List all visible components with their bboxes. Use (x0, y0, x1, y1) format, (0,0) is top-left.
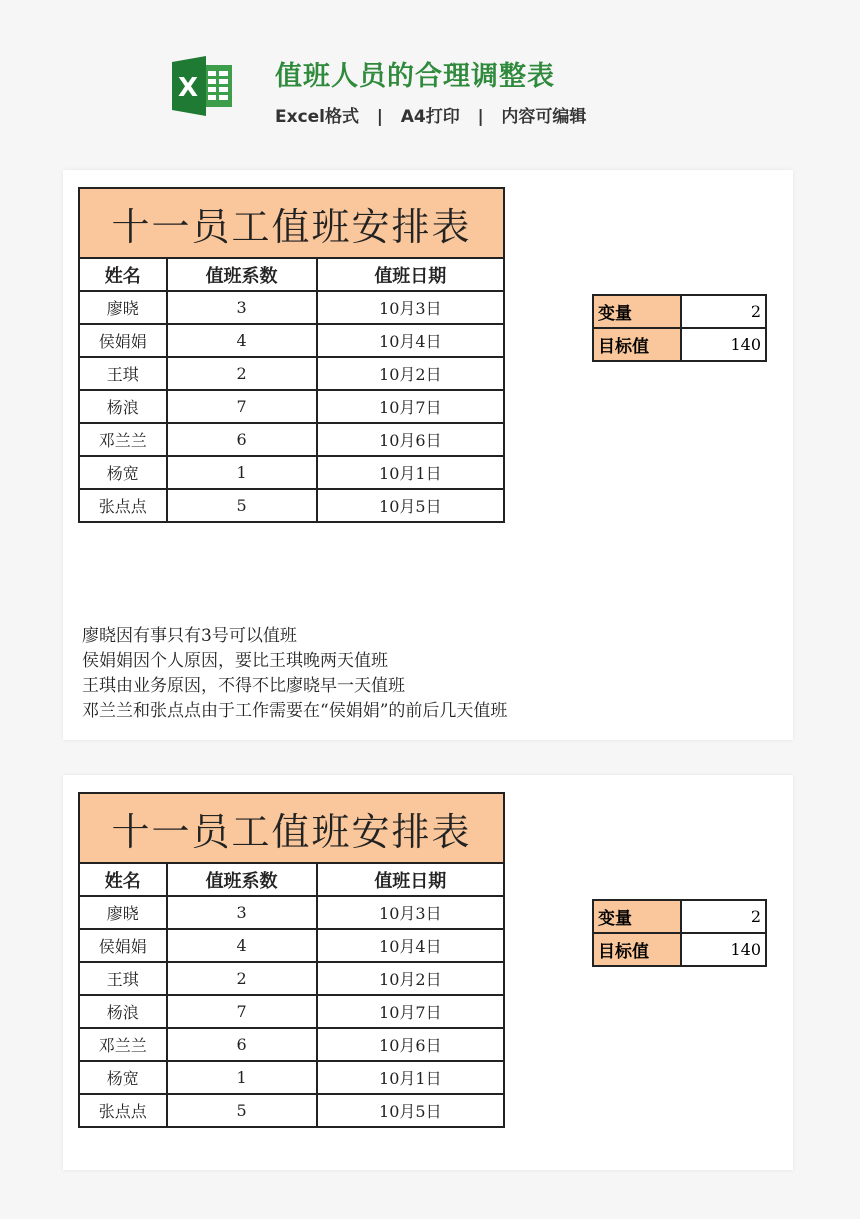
table-cell[interactable]: 3 (167, 291, 317, 324)
sheet-preview-2 (63, 775, 793, 1170)
table-cell[interactable]: 王琪 (79, 962, 167, 995)
notes (82, 624, 507, 724)
table-cell[interactable]: 7 (167, 995, 317, 1028)
excel-logo-icon (172, 56, 234, 116)
table-title: 十一员工值班安排表 (79, 188, 504, 258)
schedule-table (78, 792, 505, 1128)
column-header: 值班日期 (317, 258, 504, 291)
table-row (79, 324, 504, 357)
column-header: 姓名 (79, 863, 167, 896)
table-cell[interactable]: 张点点 (79, 1094, 167, 1127)
table-row (79, 1061, 504, 1094)
column-header: 姓名 (79, 258, 167, 291)
variable-label: 目标值 (593, 933, 681, 966)
table-cell[interactable]: 王琪 (79, 357, 167, 390)
table-row (79, 995, 504, 1028)
column-header: 值班系数 (167, 258, 317, 291)
table-cell[interactable]: 10月7日 (317, 995, 504, 1028)
table-cell[interactable]: 10月3日 (317, 291, 504, 324)
table-cell[interactable]: 4 (167, 324, 317, 357)
table-cell[interactable]: 2 (167, 357, 317, 390)
variable-value[interactable]: 140 (681, 933, 766, 966)
table-cell[interactable]: 10月3日 (317, 896, 504, 929)
variable-value[interactable]: 2 (681, 295, 766, 328)
note-line: 侯娟娟因个人原因，要比王琪晚两天值班 (82, 651, 388, 671)
table-row (79, 456, 504, 489)
table-cell[interactable]: 10月1日 (317, 1061, 504, 1094)
svg-text:X: X (178, 73, 199, 103)
table-cell[interactable]: 10月1日 (317, 456, 504, 489)
variable-label: 变量 (593, 295, 681, 328)
page-subtitle: Excel格式 | A4打印 | 内容可编辑 (275, 107, 587, 127)
table-cell[interactable]: 1 (167, 1061, 317, 1094)
table-cell[interactable]: 邓兰兰 (79, 1028, 167, 1061)
table-row (79, 1028, 504, 1061)
table-row (79, 291, 504, 324)
variable-label: 变量 (593, 900, 681, 933)
table-cell[interactable]: 6 (167, 1028, 317, 1061)
table-row (79, 390, 504, 423)
table-row (79, 929, 504, 962)
table-cell[interactable]: 6 (167, 423, 317, 456)
note-line: 廖晓因有事只有3号可以值班 (82, 626, 297, 646)
variables-table (592, 899, 767, 967)
table-row (79, 357, 504, 390)
table-cell[interactable]: 杨宽 (79, 456, 167, 489)
table-cell[interactable]: 4 (167, 929, 317, 962)
table-cell[interactable]: 5 (167, 1094, 317, 1127)
column-header: 值班日期 (317, 863, 504, 896)
variable-row (593, 295, 766, 328)
table-cell[interactable]: 10月2日 (317, 357, 504, 390)
table-cell[interactable]: 邓兰兰 (79, 423, 167, 456)
table-cell[interactable]: 7 (167, 390, 317, 423)
table-cell[interactable]: 10月5日 (317, 489, 504, 522)
table-cell[interactable]: 侯娟娟 (79, 324, 167, 357)
table-row (79, 423, 504, 456)
table-cell[interactable]: 杨浪 (79, 995, 167, 1028)
column-header: 值班系数 (167, 863, 317, 896)
variable-label: 目标值 (593, 328, 681, 361)
variable-row (593, 328, 766, 361)
variable-value[interactable]: 2 (681, 900, 766, 933)
table-cell[interactable]: 廖晓 (79, 896, 167, 929)
variable-row (593, 900, 766, 933)
table-cell[interactable]: 10月7日 (317, 390, 504, 423)
table-cell[interactable]: 10月4日 (317, 929, 504, 962)
table-cell[interactable]: 2 (167, 962, 317, 995)
page-title: 值班人员的合理调整表 (275, 61, 555, 92)
sheet-preview-1 (63, 170, 793, 740)
variable-row (593, 933, 766, 966)
table-cell[interactable]: 侯娟娟 (79, 929, 167, 962)
table-row (79, 962, 504, 995)
table-row (79, 896, 504, 929)
table-title: 十一员工值班安排表 (79, 793, 504, 863)
table-cell[interactable]: 张点点 (79, 489, 167, 522)
table-cell[interactable]: 廖晓 (79, 291, 167, 324)
schedule-table (78, 187, 505, 523)
table-cell[interactable]: 10月4日 (317, 324, 504, 357)
table-row (79, 489, 504, 522)
note-line: 邓兰兰和张点点由于工作需要在“侯娟娟”的前后几天值班 (82, 701, 508, 721)
table-cell[interactable]: 5 (167, 489, 317, 522)
table-cell[interactable]: 10月5日 (317, 1094, 504, 1127)
table-cell[interactable]: 杨浪 (79, 390, 167, 423)
table-cell[interactable]: 10月6日 (317, 1028, 504, 1061)
table-cell[interactable]: 1 (167, 456, 317, 489)
table-row (79, 1094, 504, 1127)
table-cell[interactable]: 10月6日 (317, 423, 504, 456)
table-cell[interactable]: 杨宽 (79, 1061, 167, 1094)
variable-value[interactable]: 140 (681, 328, 766, 361)
variables-table (592, 294, 767, 362)
table-cell[interactable]: 3 (167, 896, 317, 929)
note-line: 王琪由业务原因，不得不比廖晓早一天值班 (82, 676, 405, 696)
table-cell[interactable]: 10月2日 (317, 962, 504, 995)
